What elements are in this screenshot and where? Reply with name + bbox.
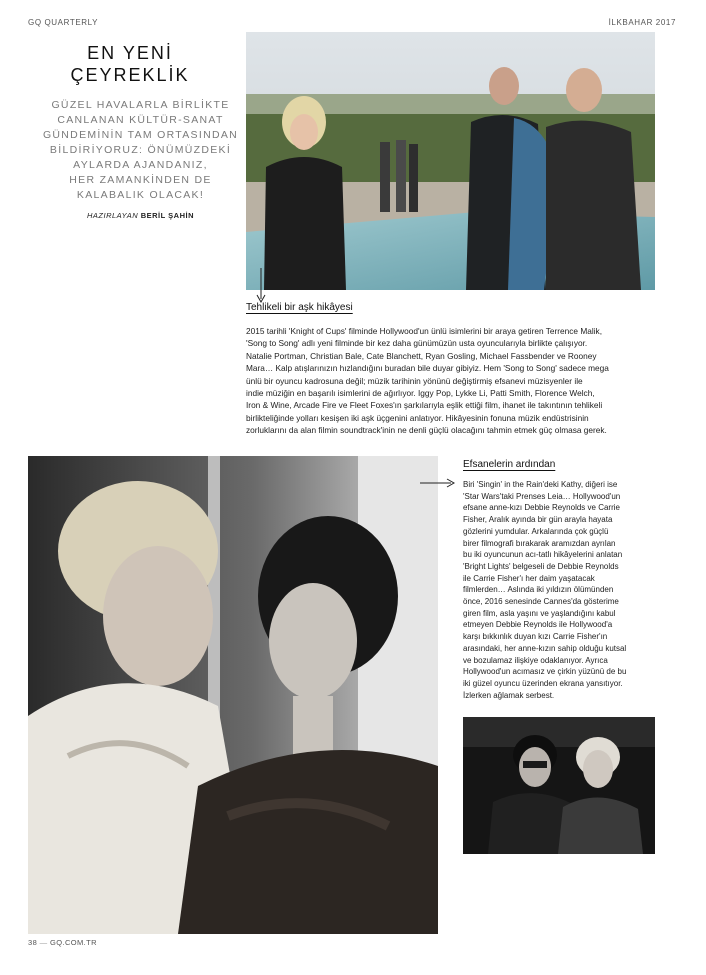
article2-line: iki güzel oyuncu üzerinden ekrana yansıtıyor. bbox=[463, 678, 623, 688]
article1-line: ünlü bir oyuncu kadrosuna değil; müzik tarihinin yönünü değiştirmiş efsanevi müzisyenler ile bbox=[246, 375, 583, 386]
article1-line: indie müziğin en başarılı isimlerini de ağırlıyor. Iggy Pop, Lykke Li, Patti Smith, Florence Welch, bbox=[246, 388, 595, 399]
article1-line: zorluklarını da alan filmin soundtrack'inin ne denli güçlü olacağını tahmin etmek güç olmasa gerek. bbox=[246, 425, 607, 436]
article2-line: filmlerden… Aslında iki yıldızın ölümünden bbox=[463, 585, 614, 595]
page-footer bbox=[28, 938, 97, 947]
article2-line: etmeyen Debbie Reynolds ile Hollywood'a bbox=[463, 620, 613, 630]
debbie-carrie-photo bbox=[28, 456, 438, 934]
article2-line: İzlerken ağlamak serbest. bbox=[463, 690, 555, 700]
intro-line: BİLDİRİYORUZ: ÖNÜMÜZDEKİ bbox=[49, 144, 232, 156]
site-url: GQ.COM.TR bbox=[50, 938, 97, 947]
page-number: 38 bbox=[28, 938, 38, 947]
film-still-photo bbox=[246, 32, 655, 290]
arrow-down-icon bbox=[256, 268, 266, 304]
article2-line: Fisher, Aralık ayında bir gün arayla hayata bbox=[463, 515, 613, 525]
bw-portrait-image bbox=[28, 456, 438, 934]
article2-heading: Efsanelerin ardından bbox=[463, 459, 556, 470]
article1-line: Iron & Wine, Arcade Fire ve Fleet Foxes'ın şarkılarıyla eşlik ettiği film, ihanet ile takıntının tehlikeli bbox=[246, 400, 603, 411]
article2-body bbox=[463, 479, 663, 701]
article1-line: 2015 tarihli 'Knight of Cups' filminde Hollywood'un ünlü isimlerini bir araya getiren Terrence Malik, bbox=[246, 326, 603, 336]
intro-line: KALABALIK OLACAK! bbox=[76, 189, 205, 201]
article2-line: arasındaki, her anne-kızın sahip olduğu kutsal bbox=[463, 643, 627, 653]
article2-line: ile Carrie Fisher'ı her daim yaşatacak bbox=[463, 573, 595, 583]
magazine-name: GQ QUARTERLY bbox=[28, 18, 99, 27]
article1-body bbox=[246, 325, 666, 437]
article1-heading: Tehlikeli bir aşk hikâyesi bbox=[246, 302, 353, 313]
reynolds-fisher-photo bbox=[463, 717, 655, 854]
article2-line: gözlerini yumdular. Arkalarında çok güçlü bbox=[463, 526, 609, 536]
footer-separator: — bbox=[39, 938, 51, 947]
film-still-image bbox=[246, 32, 655, 290]
title-line: EN YENİ bbox=[87, 43, 173, 63]
issue-label: İLKBAHAR 2017 bbox=[608, 18, 676, 27]
byline-name: BERİL ŞAHİN bbox=[140, 211, 194, 220]
article2-line: 'Star Wars'taki Prenses Leia… Hollywood'un bbox=[463, 491, 621, 501]
intro-line: GÜZEL HAVALARLA BİRLİKTE bbox=[51, 99, 230, 111]
intro-line: CANLANAN KÜLTÜR-SANAT bbox=[57, 114, 224, 126]
article2-line: önce, 2016 senesinde Cannes'da gösterime bbox=[463, 597, 619, 607]
intro-line: GÜNDEMİNİN TAM ORTASINDAN bbox=[42, 129, 239, 141]
page-title bbox=[40, 42, 220, 86]
article1-line: Natalie Portman, Christian Bale, Cate Blanchett, Ryan Gosling, Michael Fassbender ve Rooney bbox=[246, 350, 597, 361]
article2-line: ve bozulamaz ilişkiye odaklanıyor. Ayrıca bbox=[463, 655, 608, 665]
byline bbox=[28, 211, 253, 220]
title-line: ÇEYREKLİK bbox=[70, 65, 190, 85]
intro-line: HER ZAMANKİNDEN DE bbox=[69, 174, 212, 186]
article2-line: karşı bıkkınlık duyan kızı Carrie Fisher'ın bbox=[463, 632, 608, 642]
article2-line: bu iki oyuncunun acı-tatlı hikâyelerini anlatan bbox=[463, 550, 623, 560]
article2-line: Biri 'Singin' in the Rain'deki Kathy, diğeri ise bbox=[463, 480, 618, 489]
article1-line: birlikteliğinde yolları kesişen iki aşk üçgenini anlatıyor. Hikâyesinin fonuna müzik endüstrisinin bbox=[246, 412, 589, 423]
article2-line: efsane anne-kızı Debbie Reynolds ve Carrie bbox=[463, 503, 620, 513]
article2-line: Hollywood'un acımasız ve çirkin yüzünü de bu bbox=[463, 667, 627, 677]
arrow-right-icon bbox=[420, 478, 456, 488]
article2-line: birer filmografi bırakarak aramızdan ayrılan bbox=[463, 538, 616, 548]
mother-daughter-image bbox=[463, 717, 655, 854]
article2-line: 'Bright Lights' belgeseli de Debbie Reynolds bbox=[463, 561, 619, 571]
intro-line: AYLARDA AJANDANIZ, bbox=[73, 159, 208, 171]
article1-line: Mara… Kalp atışlarınızın hızlandığını buradan bile duyar gibiyiz. Hem 'Song to Song' sadece mega bbox=[246, 363, 609, 374]
article2-line: giren film, asla yaşını ve yaşlandığını kabul bbox=[463, 608, 616, 618]
article1-line: 'Song to Song' adlı yeni filminde bir kez daha günümüzün usta oyuncularıyla birlikte çalışıyor. bbox=[246, 338, 588, 349]
intro-text bbox=[28, 98, 253, 203]
byline-label: HAZIRLAYAN bbox=[86, 211, 139, 220]
